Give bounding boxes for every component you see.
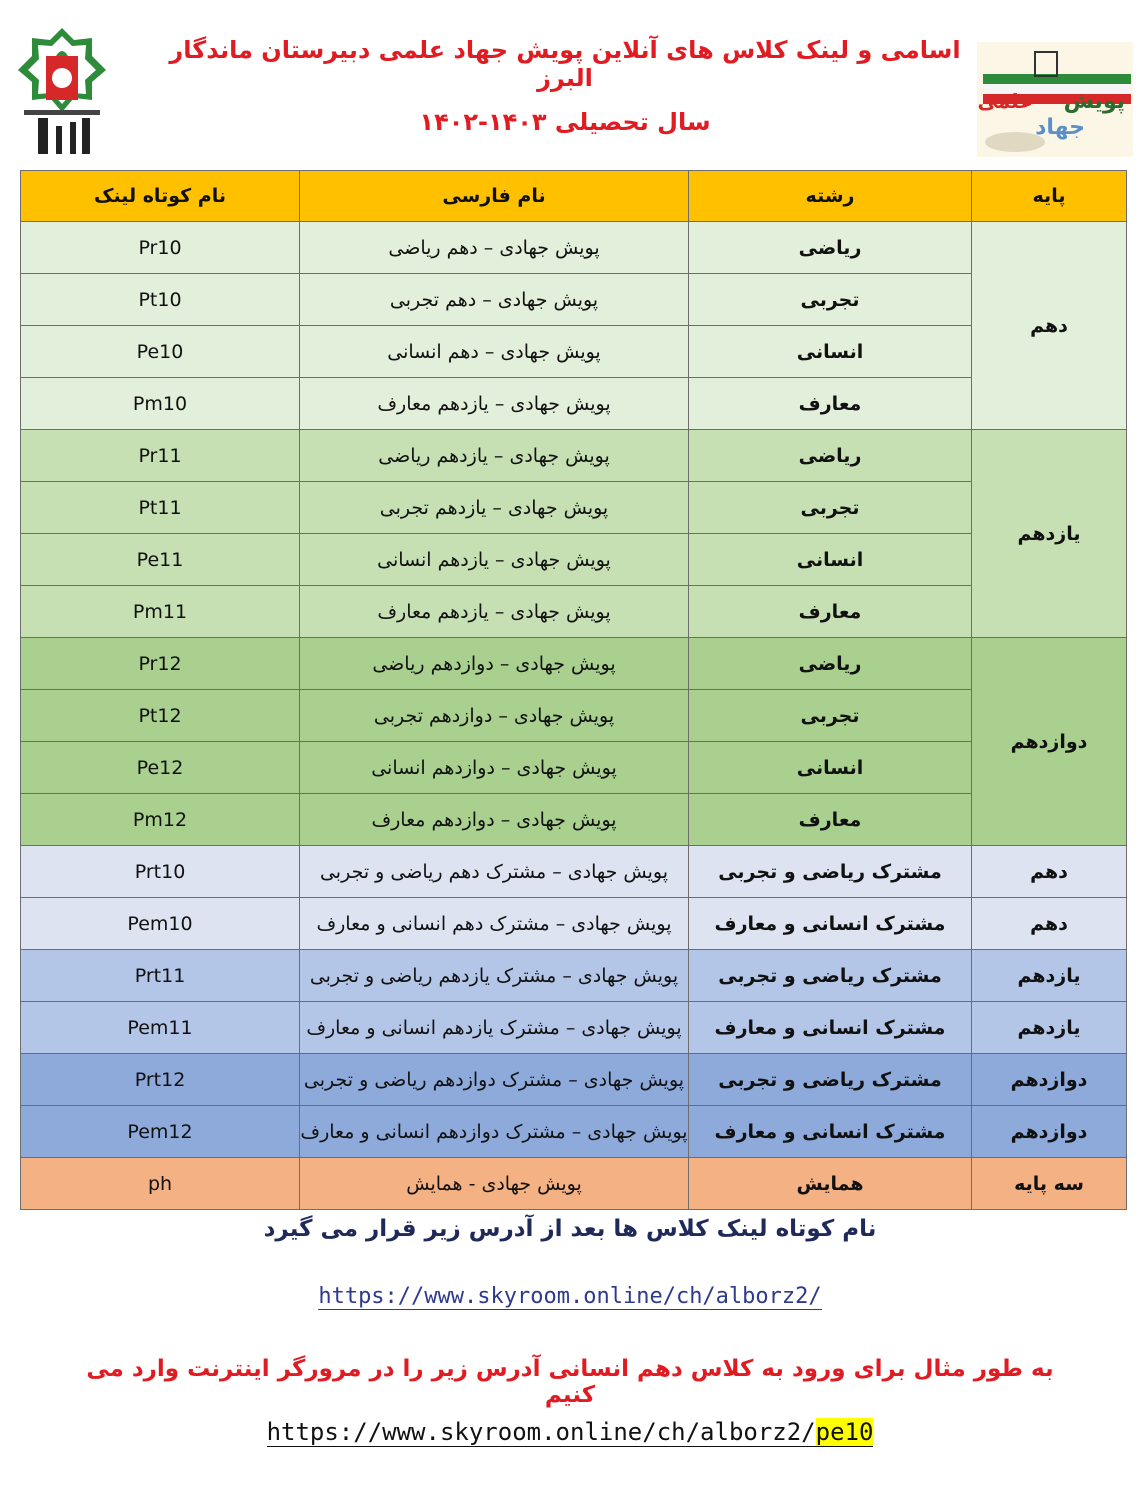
- example-url-suffix-highlight[interactable]: pe10: [815, 1418, 874, 1446]
- field-cell: ریاضی: [689, 222, 972, 274]
- short-link-cell: Pem12: [21, 1106, 300, 1158]
- persian-name-cell: پویش جهادی – یازدهم ریاضی: [300, 430, 689, 482]
- table-row: [21, 1158, 1127, 1210]
- field-cell: مشترک ریاضی و تجربی: [689, 846, 972, 898]
- field-cell: تجربی: [689, 690, 972, 742]
- table-row: [21, 1002, 1127, 1054]
- short-link-cell: Pem11: [21, 1002, 300, 1054]
- grade-cell: دهم: [972, 898, 1127, 950]
- field-cell: ریاضی: [689, 638, 972, 690]
- persian-name-cell: پویش جهادی – یازدهم معارف: [300, 586, 689, 638]
- table-row: [21, 742, 1127, 794]
- campaign-logo: [975, 42, 1135, 157]
- col-header-grade: پایه: [972, 171, 1127, 222]
- school-emblem-logo: [16, 26, 108, 158]
- short-link-cell: Prt12: [21, 1054, 300, 1106]
- table-row: [21, 1054, 1127, 1106]
- short-link-cell: Prt11: [21, 950, 300, 1002]
- table-row: [21, 690, 1127, 742]
- table-row: [21, 1106, 1127, 1158]
- table-row: [21, 898, 1127, 950]
- field-cell: ریاضی: [689, 430, 972, 482]
- table-row: [21, 222, 1127, 274]
- persian-name-cell: پویش جهادی – مشترک دوازدهم ریاضی و تجربی: [300, 1054, 689, 1106]
- academic-year-subtitle: سال تحصیلی ۱۴۰۳-۱۴۰۲: [419, 108, 711, 136]
- field-cell: معارف: [689, 586, 972, 638]
- grade-cell: سه پایه: [972, 1158, 1127, 1210]
- field-cell: تجربی: [689, 274, 972, 326]
- grade-cell: دوازدهم: [972, 1106, 1127, 1158]
- example-instruction: به طور مثال برای ورود به کلاس دهم انسانی آدرس زیر را در مرورگر اینترنت وارد می کنیم: [86, 1356, 1054, 1408]
- short-link-cell: ph: [21, 1158, 300, 1210]
- grade-cell: دوازدهم: [972, 1054, 1127, 1106]
- table-row: [21, 794, 1127, 846]
- table-row: [21, 274, 1127, 326]
- table-row: [21, 326, 1127, 378]
- grade-cell: یازدهم: [972, 950, 1127, 1002]
- campaign-logo-word-1: پویش: [1063, 89, 1125, 114]
- short-link-cell: Pe11: [21, 534, 300, 586]
- base-url-text[interactable]: https://www.skyroom.online/ch/alborz2/: [318, 1284, 822, 1309]
- persian-name-cell: پویش جهادی – دوازدهم انسانی: [300, 742, 689, 794]
- table-row: [21, 430, 1127, 482]
- short-link-cell: Pr10: [21, 222, 300, 274]
- field-cell: مشترک ریاضی و تجربی: [689, 1054, 972, 1106]
- table-row: [21, 586, 1127, 638]
- field-cell: مشترک ریاضی و تجربی: [689, 950, 972, 1002]
- class-links-table: [20, 170, 1127, 1210]
- short-link-cell: Pr12: [21, 638, 300, 690]
- field-cell: تجربی: [689, 482, 972, 534]
- col-header-short-link: نام کوتاه لینک: [21, 171, 300, 222]
- example-url-link[interactable]: [100, 1418, 1040, 1446]
- short-link-cell: Pt12: [21, 690, 300, 742]
- field-cell: معارف: [689, 378, 972, 430]
- persian-name-cell: پویش جهادی – مشترک یازدهم انسانی و معارف: [300, 1002, 689, 1054]
- grade-cell: دوازدهم: [972, 638, 1127, 846]
- field-cell: مشترک انسانی و معارف: [689, 1106, 972, 1158]
- field-cell: انسانی: [689, 326, 972, 378]
- campaign-logo-word-3: جهاد: [1035, 115, 1085, 140]
- short-link-cell: Pm11: [21, 586, 300, 638]
- page-header: [0, 0, 1140, 168]
- short-link-cell: Pe10: [21, 326, 300, 378]
- persian-name-cell: پویش جهادی – مشترک دوازدهم انسانی و معارف: [300, 1106, 689, 1158]
- short-link-cell: Pem10: [21, 898, 300, 950]
- short-link-instruction: نام کوتاه لینک کلاس ها بعد از آدرس زیر قرار می گیرد: [263, 1216, 877, 1242]
- persian-name-cell: پویش جهادی – یازدهم معارف: [300, 378, 689, 430]
- field-cell: انسانی: [689, 534, 972, 586]
- table-row: [21, 378, 1127, 430]
- persian-name-cell: پویش جهادی – دوازدهم تجربی: [300, 690, 689, 742]
- persian-name-cell: پویش جهادی – دوازدهم معارف: [300, 794, 689, 846]
- table-row: [21, 534, 1127, 586]
- persian-name-cell: پویش جهادی – دهم انسانی: [300, 326, 689, 378]
- persian-name-cell: پویش جهادی - همایش: [300, 1158, 689, 1210]
- grade-cell: دهم: [972, 846, 1127, 898]
- persian-name-cell: پویش جهادی – یازدهم تجربی: [300, 482, 689, 534]
- example-url-base[interactable]: https://www.skyroom.online/ch/alborz2/: [266, 1418, 816, 1446]
- persian-name-cell: پویش جهادی – مشترک یازدهم ریاضی و تجربی: [300, 950, 689, 1002]
- persian-name-cell: پویش جهادی – دهم تجربی: [300, 274, 689, 326]
- field-cell: مشترک انسانی و معارف: [689, 898, 972, 950]
- field-cell: همایش: [689, 1158, 972, 1210]
- field-cell: معارف: [689, 794, 972, 846]
- table-row: [21, 950, 1127, 1002]
- persian-name-cell: پویش جهادی – مشترک دهم ریاضی و تجربی: [300, 846, 689, 898]
- short-link-cell: Pt10: [21, 274, 300, 326]
- base-url-link[interactable]: [150, 1284, 990, 1309]
- page-title: اسامی و لینک کلاس های آنلاین پویش جهاد علمی دبیرستان ماندگار البرز: [169, 36, 961, 92]
- short-link-cell: Pm10: [21, 378, 300, 430]
- table-row: [21, 638, 1127, 690]
- persian-name-cell: پویش جهادی – یازدهم انسانی: [300, 534, 689, 586]
- short-link-cell: Pt11: [21, 482, 300, 534]
- table-row: [21, 482, 1127, 534]
- table-row: [21, 846, 1127, 898]
- persian-name-cell: پویش جهادی – دوازدهم ریاضی: [300, 638, 689, 690]
- short-link-cell: Prt10: [21, 846, 300, 898]
- short-link-cell: Pe12: [21, 742, 300, 794]
- persian-name-cell: پویش جهادی – دهم ریاضی: [300, 222, 689, 274]
- field-cell: مشترک انسانی و معارف: [689, 1002, 972, 1054]
- grade-cell: یازدهم: [972, 430, 1127, 638]
- table-header-row: [21, 171, 1127, 222]
- col-header-field: رشته: [689, 171, 972, 222]
- persian-name-cell: پویش جهادی – مشترک دهم انسانی و معارف: [300, 898, 689, 950]
- campaign-logo-word-2: علمی: [977, 89, 1033, 113]
- field-cell: انسانی: [689, 742, 972, 794]
- col-header-persian-name: نام فارسی: [300, 171, 689, 222]
- grade-cell: دهم: [972, 222, 1127, 430]
- grade-cell: یازدهم: [972, 1002, 1127, 1054]
- short-link-cell: Pm12: [21, 794, 300, 846]
- short-link-cell: Pr11: [21, 430, 300, 482]
